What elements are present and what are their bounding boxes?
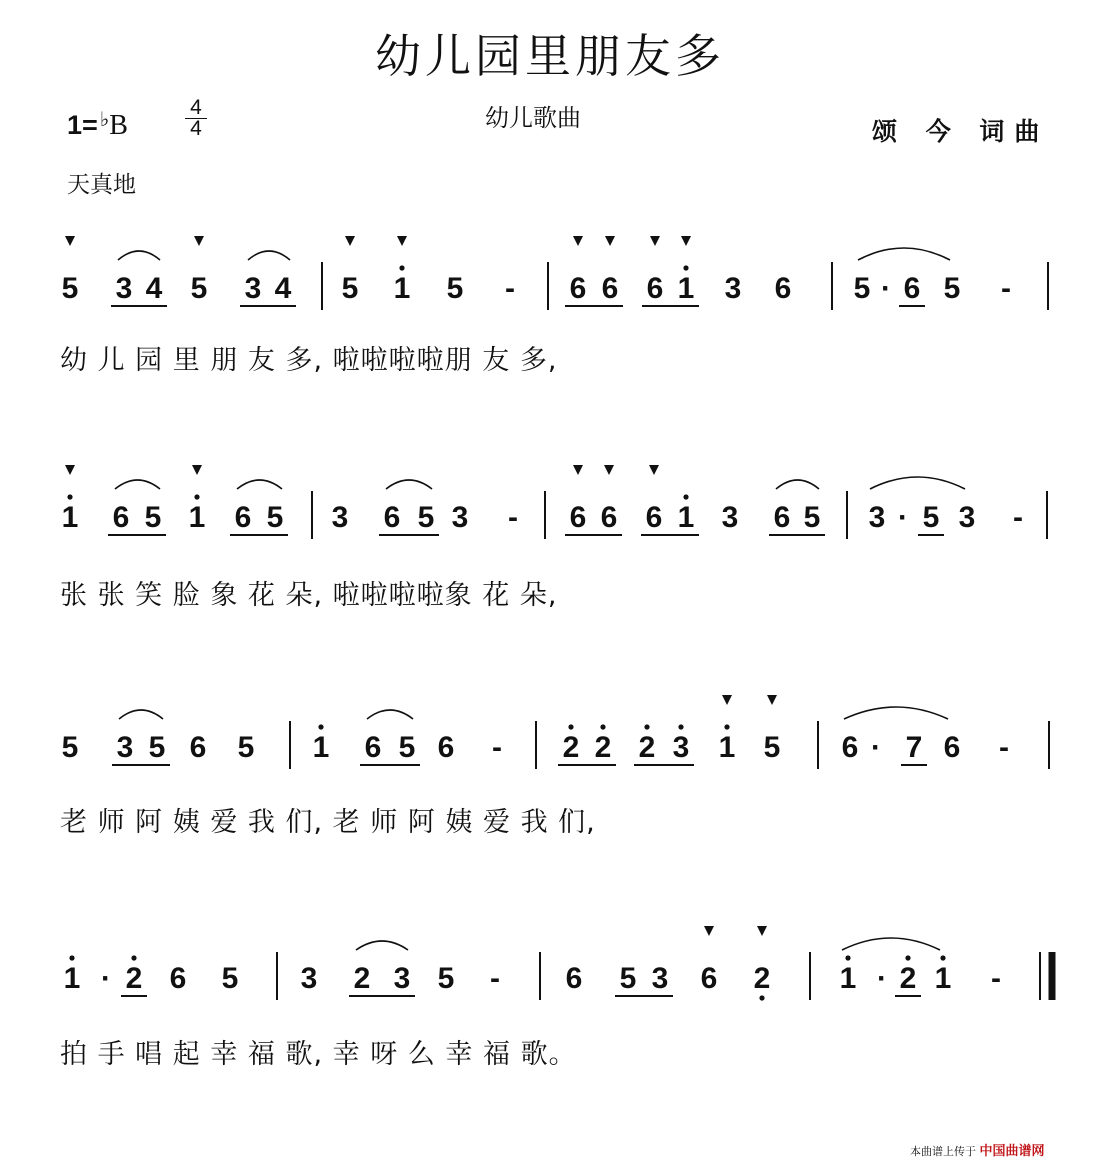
slur-2-2 xyxy=(237,480,282,489)
note-4-20: - xyxy=(991,962,1001,995)
note-4-13: 3 xyxy=(651,962,669,995)
note-4-18: 2 xyxy=(899,962,917,995)
note-1-2: 3 xyxy=(115,272,133,305)
song-author: 颂 今 词曲 xyxy=(872,117,1050,146)
note-1-10: - xyxy=(505,272,515,305)
octave-dot-above-2-1 xyxy=(67,494,72,499)
tempo-marking: 天真地 xyxy=(67,172,136,198)
note-3-12: 2 xyxy=(594,731,612,764)
accent-mark-1-14 xyxy=(681,236,691,246)
octave-dot-above-3-6 xyxy=(318,724,323,729)
note-2-10: 3 xyxy=(451,501,469,534)
note-2-15: 1 xyxy=(677,501,695,534)
lyrics-line-3: 老 师 阿 姨 爱 我 们, 老 师 阿 姨 爱 我 们, xyxy=(60,807,596,838)
note-3-10: - xyxy=(492,731,502,764)
octave-dot-above-3-11 xyxy=(568,724,573,729)
note-2-3: 5 xyxy=(144,501,162,534)
accent-mark-2-4 xyxy=(192,465,202,475)
accent-mark-2-12 xyxy=(573,465,583,475)
note-1-16: 6 xyxy=(774,272,792,305)
accent-mark-2-14 xyxy=(649,465,659,475)
note-2-4: 1 xyxy=(188,501,206,534)
note-4-15: 2 xyxy=(753,962,771,995)
note-2-18: 5 xyxy=(803,501,821,534)
note-4-6: 3 xyxy=(300,962,318,995)
note-1-19: 6 xyxy=(903,272,921,305)
note-2-23: - xyxy=(1013,501,1023,534)
accent-mark-2-13 xyxy=(604,465,614,475)
note-2-6: 5 xyxy=(266,501,284,534)
note-3-11: 2 xyxy=(562,731,580,764)
note-2-9: 5 xyxy=(417,501,435,534)
note-2-17: 6 xyxy=(773,501,791,534)
note-1-13: 6 xyxy=(646,272,664,305)
octave-dot-above-4-16 xyxy=(845,955,850,960)
note-3-19: 7 xyxy=(905,731,923,764)
slur-1-3 xyxy=(858,248,950,260)
note-2-13: 6 xyxy=(600,501,618,534)
slur-2-3 xyxy=(386,480,432,489)
accent-mark-1-13 xyxy=(650,236,660,246)
octave-dot-above-3-12 xyxy=(600,724,605,729)
lyrics-line-1: 幼 儿 园 里 朋 友 多, 啦啦啦啦朋 友 多, xyxy=(60,345,558,376)
note-2-11: - xyxy=(508,501,518,534)
note-3-21: - xyxy=(999,731,1009,764)
note-4-9: 5 xyxy=(437,962,455,995)
note-3-14: 3 xyxy=(672,731,690,764)
slur-4-1 xyxy=(356,941,408,950)
note-4-11: 6 xyxy=(565,962,583,995)
note-4-10: - xyxy=(490,962,500,995)
note-3-17: 6 xyxy=(841,731,859,764)
note-1-20: 5 xyxy=(943,272,961,305)
key-equals: = xyxy=(82,110,98,140)
note-2-12: 6 xyxy=(569,501,587,534)
note-4-3: 2 xyxy=(125,962,143,995)
song-title: 幼儿园里朋友多 xyxy=(375,29,725,83)
note-3-9: 6 xyxy=(437,731,455,764)
slur-2-4 xyxy=(776,480,819,489)
note-2-19: 3 xyxy=(868,501,886,534)
note-3-2: 3 xyxy=(116,731,134,764)
slur-1-2 xyxy=(248,251,290,260)
time-signature-top: 4 xyxy=(190,96,202,119)
lyrics-line-4: 拍 手 唱 起 幸 福 歌, 幸 呀 么 幸 福 歌。 xyxy=(60,1039,577,1070)
accent-mark-4-15 xyxy=(757,926,767,936)
note-3-4: 6 xyxy=(189,731,207,764)
note-3-20: 6 xyxy=(943,731,961,764)
note-1-3: 4 xyxy=(145,272,163,305)
note-1-18: · xyxy=(881,272,891,305)
note-4-19: 1 xyxy=(934,962,952,995)
note-2-21: 5 xyxy=(922,501,940,534)
octave-dot-above-3-14 xyxy=(678,724,683,729)
accent-mark-2-1 xyxy=(65,465,75,475)
accent-mark-1-1 xyxy=(65,236,75,246)
note-3-3: 5 xyxy=(148,731,166,764)
accent-mark-1-8 xyxy=(397,236,407,246)
note-4-12: 5 xyxy=(619,962,637,995)
octave-dot-above-2-4 xyxy=(194,494,199,499)
note-4-14: 6 xyxy=(700,962,718,995)
note-2-16: 3 xyxy=(721,501,739,534)
slur-3-1 xyxy=(119,710,163,719)
note-1-5: 3 xyxy=(244,272,262,305)
note-2-22: 3 xyxy=(958,501,976,534)
note-1-8: 1 xyxy=(393,272,411,305)
accent-mark-1-12 xyxy=(605,236,615,246)
slur-1-1 xyxy=(118,251,160,260)
note-1-6: 4 xyxy=(274,272,292,305)
key-one: 1 xyxy=(67,110,83,140)
note-3-16: 5 xyxy=(763,731,781,764)
slur-2-5 xyxy=(870,477,965,489)
note-4-16: 1 xyxy=(839,962,857,995)
note-3-7: 6 xyxy=(364,731,382,764)
slur-3-3 xyxy=(844,707,948,719)
note-2-2: 6 xyxy=(112,501,130,534)
slur-3-2 xyxy=(367,710,413,719)
note-3-8: 5 xyxy=(398,731,416,764)
note-4-5: 5 xyxy=(221,962,239,995)
lyrics-line-2: 张 张 笑 脸 象 花 朵, 啦啦啦啦象 花 朵, xyxy=(60,580,558,611)
note-3-6: 1 xyxy=(312,731,330,764)
note-1-1: 5 xyxy=(61,272,79,305)
note-3-13: 2 xyxy=(638,731,656,764)
note-1-17: 5 xyxy=(853,272,871,305)
note-2-7: 3 xyxy=(331,501,349,534)
note-2-5: 6 xyxy=(234,501,252,534)
accent-mark-3-16 xyxy=(767,695,777,705)
octave-dot-above-1-8 xyxy=(399,265,404,270)
note-4-7: 2 xyxy=(353,962,371,995)
note-1-14: 1 xyxy=(677,272,695,305)
note-3-15: 1 xyxy=(718,731,736,764)
accent-mark-3-15 xyxy=(722,695,732,705)
note-4-2: · xyxy=(101,962,111,995)
slur-4-2 xyxy=(842,938,940,950)
accent-mark-1-11 xyxy=(573,236,583,246)
note-1-15: 3 xyxy=(724,272,742,305)
note-1-21: - xyxy=(1001,272,1011,305)
flat-sign: ♭ xyxy=(99,109,110,131)
footer-text: 本曲谱上传于 xyxy=(910,1145,976,1158)
note-1-7: 5 xyxy=(341,272,359,305)
note-1-4: 5 xyxy=(190,272,208,305)
octave-dot-above-4-19 xyxy=(940,955,945,960)
octave-dot-above-4-18 xyxy=(905,955,910,960)
octave-dot-below-4-15 xyxy=(759,995,764,1000)
key-note: B xyxy=(109,110,128,141)
note-2-20: · xyxy=(898,501,908,534)
song-genre: 幼儿歌曲 xyxy=(485,104,581,132)
footer-site: 中国曲谱网 xyxy=(979,1144,1045,1159)
note-4-17: · xyxy=(877,962,887,995)
accent-mark-1-4 xyxy=(194,236,204,246)
note-1-11: 6 xyxy=(569,272,587,305)
note-4-8: 3 xyxy=(393,962,411,995)
octave-dot-above-3-15 xyxy=(724,724,729,729)
note-2-8: 6 xyxy=(383,501,401,534)
note-4-1: 1 xyxy=(63,962,81,995)
accent-mark-4-14 xyxy=(704,926,714,936)
note-3-18: · xyxy=(871,731,881,764)
note-3-1: 5 xyxy=(61,731,79,764)
slur-2-1 xyxy=(115,480,160,489)
note-2-14: 6 xyxy=(645,501,663,534)
octave-dot-above-3-13 xyxy=(644,724,649,729)
note-1-9: 5 xyxy=(446,272,464,305)
octave-dot-above-4-1 xyxy=(69,955,74,960)
octave-dot-above-2-15 xyxy=(683,494,688,499)
octave-dot-above-1-14 xyxy=(683,265,688,270)
note-1-12: 6 xyxy=(601,272,619,305)
accent-mark-1-7 xyxy=(345,236,355,246)
note-4-4: 6 xyxy=(169,962,187,995)
footer-credit xyxy=(910,1140,1045,1159)
octave-dot-above-4-3 xyxy=(131,955,136,960)
note-3-5: 5 xyxy=(237,731,255,764)
time-signature-bottom: 4 xyxy=(190,117,202,140)
note-2-1: 1 xyxy=(61,501,79,534)
